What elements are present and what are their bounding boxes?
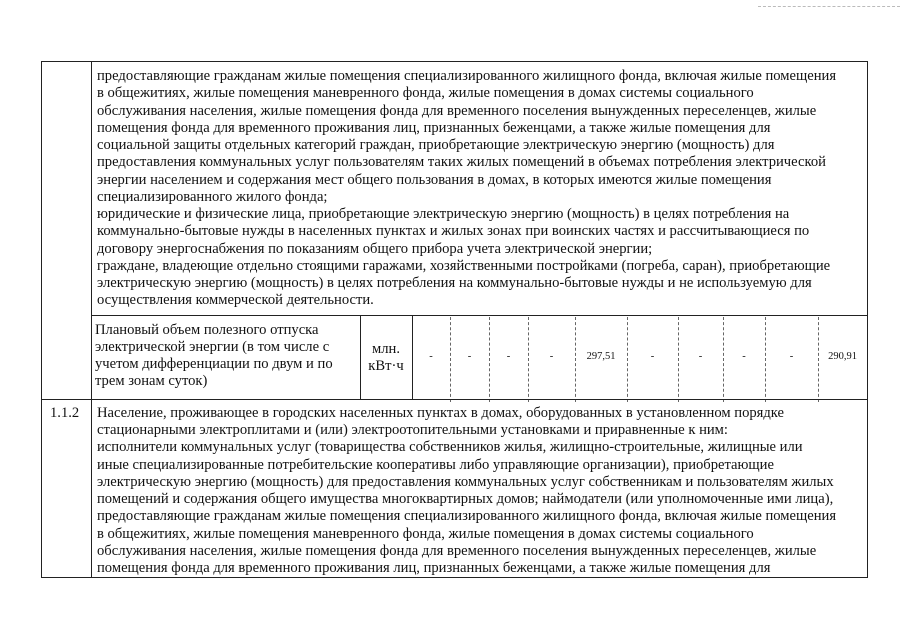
volume-label-line: электрической энергии (в том числе с <box>95 339 330 355</box>
page-edge-mark <box>758 6 900 7</box>
text-line: помещения фонда для временного проживания лиц, признанных беженцами, а также жилые помещения для <box>97 560 771 576</box>
text-line: Население, проживающее в городских населенных пунктах в домах, оборудованных в установленном порядке <box>97 405 785 421</box>
text-line: электрическую энергию (мощность) для предоставления коммунальных услуг собственникам и пользователям жилых <box>97 474 834 490</box>
volume-label <box>95 322 361 390</box>
unit-line: кВт·ч <box>368 358 404 374</box>
value-cell: - <box>467 351 472 362</box>
text-line: осуществления коммерческой деятельности. <box>97 292 374 308</box>
value-cell: - <box>549 351 554 362</box>
text-line: граждане, владеющие отдельно стоящими гаражами, хозяйственными постройками (погреба, саран), приобретающие <box>97 258 831 274</box>
text-line: социальной защиты отдельных категорий граждан, приобретающие электрическую энергию (мощность) для <box>97 137 775 153</box>
text-line: юридические и физические лица, приобретающие электрическую энергию (мощность) в целях потребления на <box>97 206 790 222</box>
value-cell: - <box>698 351 703 362</box>
text-line: помещения фонда для временного проживания лиц, признанных беженцами, а также жилые помещения для <box>97 120 771 136</box>
tariff-table <box>41 61 868 578</box>
text-line: договору энергоснабжения по показаниям общего прибора учета электрической энергии; <box>97 241 653 257</box>
text-line: предоставления коммунальных услуг пользователям таких жилых помещений в объемах потребления электрической <box>97 154 826 170</box>
text-line: помещений и содержания общего имущества многоквартирных домов; наймодатели (или уполномоченные ими лица), <box>97 491 834 507</box>
volume-label-line: Плановый объем полезного отпуска <box>95 322 319 338</box>
volume-label-line: учетом дифференциации по двум и по <box>95 356 333 372</box>
text-line: электрическую энергию (мощность) в целях потребления на коммунально-бытовые нужды и не используемую для <box>97 275 812 291</box>
row-divider <box>42 399 867 400</box>
text-line: обслуживания населения, жилые помещения фонда для временного поселения вынужденных переселенцев, жилые <box>97 103 817 119</box>
text-line: энергии населением и содержания мест общего пользования в домах, в которых имеются жилые помещения <box>97 172 772 188</box>
text-line: предоставляющие гражданам жилые помещения специализированного жилищного фонда, включая жилые помещения <box>97 68 837 84</box>
value-cell: 290,91 <box>828 351 857 362</box>
text-line: исполнители коммунальных услуг (товарищества собственников жилья, жилищно-строительные, жилищные или <box>97 439 803 455</box>
text-line: иные специализированные потребительские кооперативы либо управляющие организации), приобретающие <box>97 457 774 473</box>
value-cell: 297,51 <box>586 351 616 362</box>
value-cell: - <box>506 351 511 362</box>
text-line: в общежитиях, жилые помещения маневренного фонда, жилые помещения в домах системы социального <box>97 526 754 542</box>
row-divider <box>91 315 867 316</box>
text-line: обслуживания населения, жилые помещения фонда для временного поселения вынужденных переселенцев, жилые <box>97 543 817 559</box>
text-line: коммунально-бытовые нужды в населенных пунктах и жилых зонах при воинских частях и рассчитывающиеся по <box>97 223 810 239</box>
text-line: предоставляющие гражданам жилые помещения специализированного жилищного фонда, включая жилые помещения <box>97 508 837 524</box>
text-line: в общежитиях, жилые помещения маневренного фонда, жилые помещения в домах системы социального <box>97 85 754 101</box>
unit-cell <box>360 341 412 375</box>
value-cell: - <box>789 351 794 362</box>
unit-line: млн. <box>372 341 400 357</box>
number-column-divider <box>91 62 92 577</box>
value-cell: - <box>650 351 655 362</box>
value-cell: - <box>429 351 433 362</box>
value-cell: - <box>742 351 746 362</box>
text-line: специализированного жилого фонда; <box>97 189 328 205</box>
text-line: стационарными электроплитами и (или) электроотопительными установками и приравненные к ним: <box>97 422 728 438</box>
row-number: 1.1.2 <box>50 405 80 421</box>
volume-label-line: трем зонам суток) <box>95 373 208 389</box>
